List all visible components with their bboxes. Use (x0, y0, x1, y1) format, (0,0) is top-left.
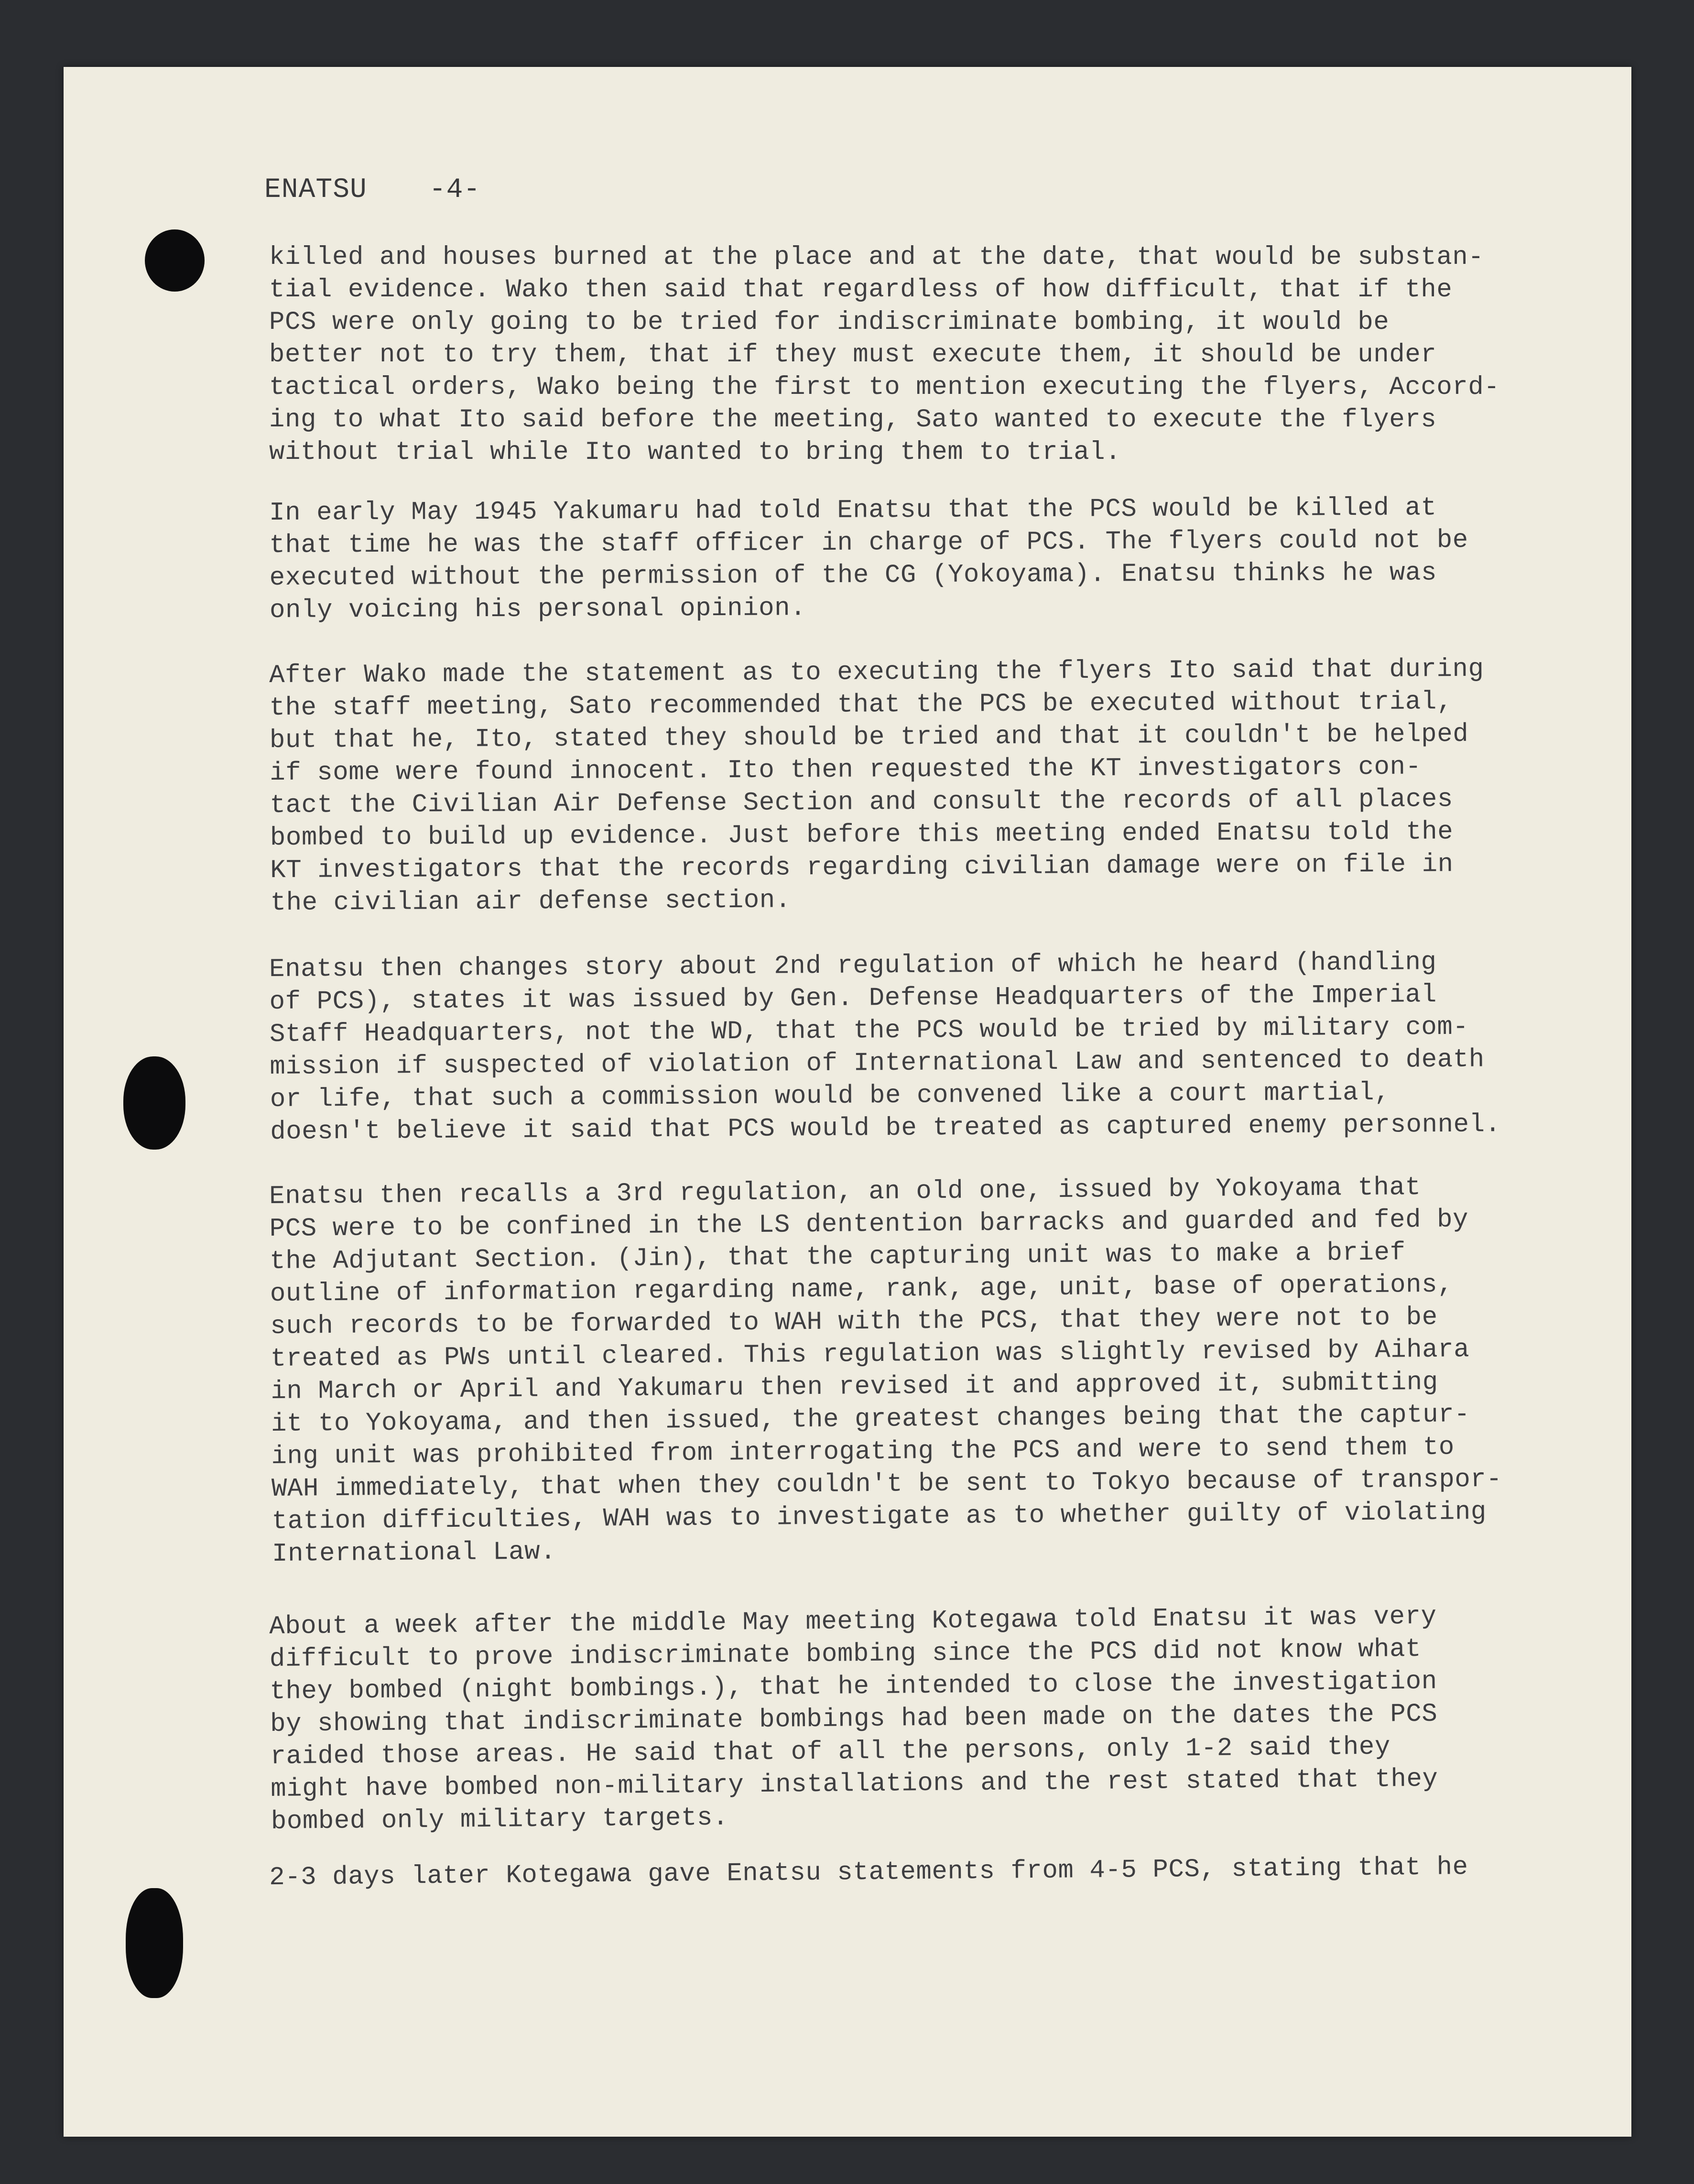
document-page (64, 67, 1631, 2137)
punch-hole-bottom (126, 1888, 183, 1998)
paragraph-4: Enatsu then changes story about 2nd regulation of which he heard (handling of PCS), states it was issued by Gen. Defense Headquarters of the Imperial Staff Headquarters, not the WD, that the PCS would be tried by military com- mission if suspected of violation of International Law and sentenced to death or life, that such a commission would be convened like a court martial, doesn't believe it said that PCS would be treated as captured enemy personnel. (269, 948, 1501, 1147)
paragraph-5: Enatsu then recalls a 3rd regulation, an old one, issued by Yokoyama that PCS were to be confined in the LS dentention barracks and guarded and fed by the Adjutant Section. (Jin), that the capturing unit was to make a brief outline of information regarding name, rank, age, unit, base of operations, such records to be forwarded to WAH with the PCS, that they were not to be treated as PWs until cleared. This regulation was slightly revised by Aihara in March or April and Yakumaru then revised it and approved it, submitting it to Yokoyama, and then issued, the greatest changes being that the captur- ing unit was prohibited from interrogating the PCS and were to send them to WAH immediately, that when they couldn't be sent to Tokyo because of transpor- tation difficulties, WAH was to investigate as to whether guilty of violating International Law. (269, 1173, 1502, 1569)
page-header (264, 174, 480, 206)
page-number: -4- (429, 174, 481, 206)
paragraph-6: About a week after the middle May meeting Kotegawa told Enatsu it was very difficult to prove indiscriminate bombing since the PCS did not know what they bombed (night bombings.), that he intended to close the investigation by showing that indiscriminate bombings had been made on the dates the PCS raided those areas. He said that of all the persons, only 1-2 said they might have bombed non-military installations and the rest stated that they bombed only military targets. (269, 1602, 1438, 1836)
punch-hole-top (145, 229, 205, 292)
punch-hole-middle (123, 1056, 185, 1150)
paragraph-2: In early May 1945 Yakumaru had told Enatsu that the PCS would be killed at that time he was the staff officer in charge of PCS. The flyers could not be executed without the permission of the CG (Yokoyama). Enatsu thinks he was only voicing his personal opinion. (269, 493, 1468, 625)
paragraph-3: After Wako made the statement as to executing the flyers Ito said that during the staff meeting, Sato recommended that the PCS be executed without trial, but that he, Ito, stated they should be tried and that it couldn't be helped if some were found innocent. Ito then requested the KT investigators con- tact the Civilian Air Defense Section and consult the records of all places bombed to build up evidence. Just before this meeting ended Enatsu told the KT investigators that the records regarding civilian damage were on file in the civilian air defense section. (269, 654, 1484, 918)
paragraph-1: killed and houses burned at the place and at the date, that would be substan- tial evidence. Wako then said that regardless of how difficult, that if the PCS were only going to be tried for indiscriminate bombing, it would be better not to try them, that if they must execute them, it should be under tactical orders, Wako being the first to mention executing the flyers, Accord- ing to what Ito said before the meeting, Sato wanted to execute the flyers without trial while Ito wanted to bring them to trial. (269, 243, 1500, 467)
header-name: ENATSU (264, 174, 367, 206)
paragraph-7: 2-3 days later Kotegawa gave Enatsu statements from 4-5 PCS, stating that he (269, 1853, 1468, 1892)
